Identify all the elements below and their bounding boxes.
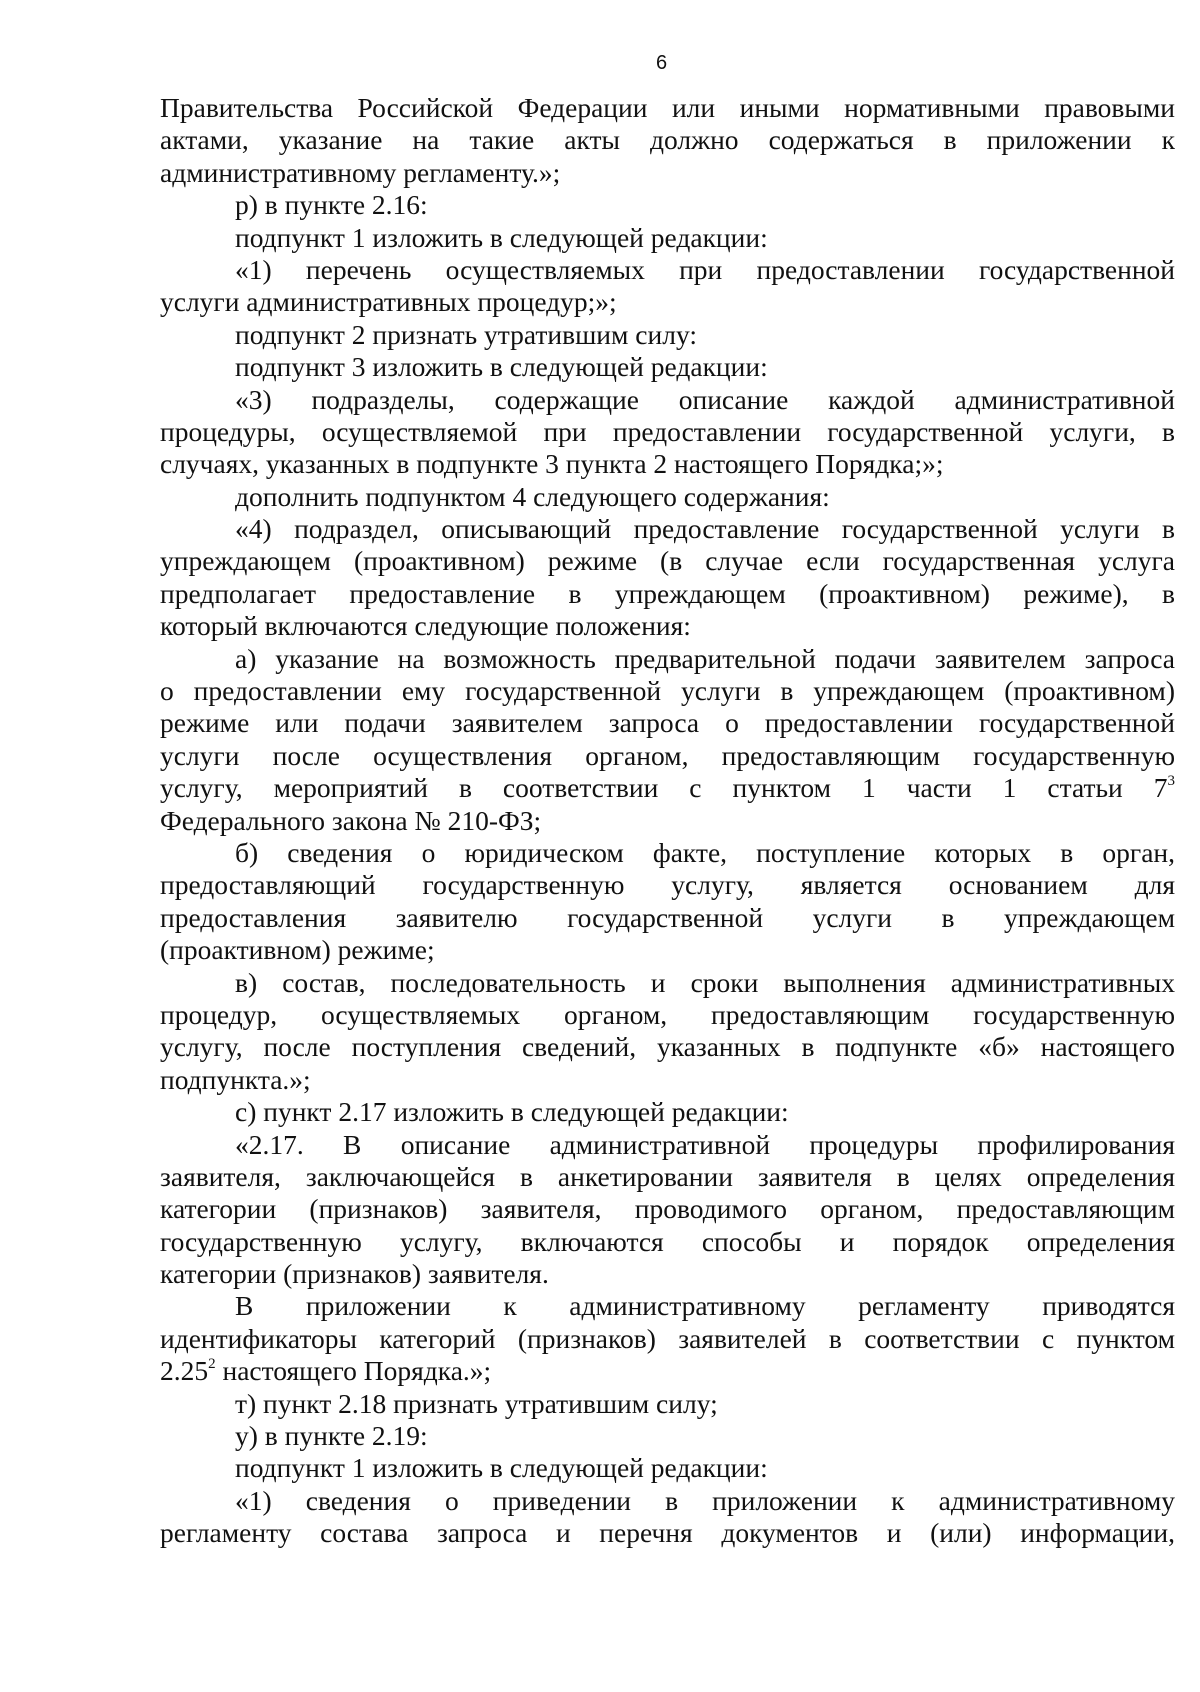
line-text: 2.25: [160, 1355, 209, 1387]
line-text: услугу, мероприятий в соответствии с пунктом 1 части 1 статьи 7: [160, 772, 1168, 804]
line-text: услуги после осуществления органом, предоставляющим государственную: [160, 739, 1175, 771]
line-text: а) указание на возможность предварительной подачи заявителем запроса: [235, 642, 1175, 674]
text-line: [160, 1064, 1175, 1096]
text-line: [160, 1258, 1175, 1290]
text-line: [160, 1096, 1175, 1128]
text-line: [160, 254, 1175, 286]
text-line: [160, 189, 1175, 221]
line-text: регламенту состава запроса и перечня документов и (или) информации,: [160, 1517, 1175, 1549]
text-line: [160, 448, 1175, 480]
line-text: в) состав, последовательность и сроки выполнения административных: [235, 966, 1175, 998]
line-text: упреждающем (проактивном) режиме (в случае если государственная услуга: [160, 545, 1175, 577]
text-line: [160, 869, 1175, 901]
line-text: у) в пункте 2.19:: [235, 1420, 428, 1452]
line-text: Правительства Российской Федерации или иными нормативными правовыми: [160, 92, 1175, 123]
text-line: [160, 513, 1175, 545]
line-text: услуги административных процедур;»;: [160, 286, 617, 318]
text-line: [160, 92, 1175, 124]
text-line: [160, 1517, 1175, 1549]
line-text: режиме или подачи заявителем запроса о предоставлении государственной: [160, 707, 1175, 739]
line-text-after: настоящего Порядка.»;: [215, 1355, 492, 1387]
text-line: [160, 1452, 1175, 1484]
line-text: о предоставлении ему государственной услуги в упреждающем (проактивном): [160, 675, 1175, 707]
text-line: [160, 416, 1175, 448]
text-line: [160, 805, 1175, 837]
superscript: 2: [208, 1356, 216, 1373]
line-text: предоставления заявителю государственной услуги в упреждающем: [160, 901, 1175, 933]
line-text: подпункта.»;: [160, 1063, 311, 1095]
text-line: [160, 578, 1175, 610]
line-text: случаях, указанных в подпункте 3 пункта 2 настоящего Порядка;»;: [160, 448, 944, 480]
text-line: [160, 675, 1175, 707]
line-text: «2.17. В описание административной процедуры профилирования: [235, 1128, 1175, 1160]
text-line: [160, 1193, 1175, 1225]
line-text: категории (признаков) заявителя, проводимого органом, предоставляющим: [160, 1193, 1175, 1225]
line-text: б) сведения о юридическом факте, поступление которых в орган,: [235, 836, 1175, 868]
text-line: [160, 1485, 1175, 1517]
line-text: подпункт 3 изложить в следующей редакции:: [235, 351, 768, 383]
text-line: [160, 222, 1175, 254]
text-line: [160, 643, 1175, 675]
text-line: [160, 837, 1175, 869]
text-line: [160, 1226, 1175, 1258]
line-text: заявителя, заключающейся в анкетировании заявителя в целях определения: [160, 1160, 1175, 1192]
line-text: актами, указание на такие акты должно содержаться в приложении к: [160, 124, 1175, 156]
text-line: [160, 319, 1175, 351]
text-line: [160, 610, 1175, 642]
document-body: [160, 92, 1175, 1550]
text-line: [160, 157, 1175, 189]
line-text: с) пункт 2.17 изложить в следующей редакции:: [235, 1096, 789, 1128]
line-text: который включаются следующие положения:: [160, 610, 691, 642]
text-line: [160, 1420, 1175, 1452]
superscript: 3: [1167, 773, 1175, 790]
text-line: [160, 1161, 1175, 1193]
line-text: подпункт 2 признать утратившим силу:: [235, 318, 697, 350]
line-text: категории (признаков) заявителя.: [160, 1258, 549, 1290]
text-line: [160, 384, 1175, 416]
line-text: предоставляющий государственную услугу, является основанием для: [160, 869, 1175, 901]
line-text: «1) перечень осуществляемых при предоставлении государственной: [235, 253, 1175, 285]
text-line: [160, 1323, 1175, 1355]
line-text: «3) подразделы, содержащие описание каждой административной: [235, 383, 1175, 415]
text-line: [160, 1388, 1175, 1420]
line-text: услугу, после поступления сведений, указанных в подпункте «б» настоящего: [160, 1031, 1175, 1063]
text-line: [160, 1031, 1175, 1063]
text-line: [160, 545, 1175, 577]
line-text: дополнить подпунктом 4 следующего содержания:: [235, 480, 830, 512]
text-line: [160, 999, 1175, 1031]
line-text: «4) подраздел, описывающий предоставление государственной услуги в: [235, 513, 1175, 545]
line-text: подпункт 1 изложить в следующей редакции:: [235, 1452, 768, 1484]
line-text: Федерального закона № 210-ФЗ;: [160, 804, 542, 836]
line-text: административному регламенту.»;: [160, 156, 561, 188]
line-text: процедуры, осуществляемой при предоставлении государственной услуги, в: [160, 415, 1175, 447]
line-text: р) в пункте 2.16:: [235, 189, 428, 221]
line-text: предполагает предоставление в упреждающем (проактивном) режиме), в: [160, 577, 1175, 609]
page-number: 6: [655, 52, 668, 74]
line-text: подпункт 1 изложить в следующей редакции:: [235, 221, 768, 253]
text-line: [160, 707, 1175, 739]
text-line: [160, 1355, 1175, 1387]
line-text: «1) сведения о приведении в приложении к административному: [235, 1484, 1175, 1516]
text-line: [160, 1129, 1175, 1161]
line-text: (проактивном) режиме;: [160, 934, 435, 966]
line-text: т) пункт 2.18 признать утратившим силу;: [235, 1387, 718, 1419]
text-line: [160, 934, 1175, 966]
line-text: идентификаторы категорий (признаков) заявителей в соответствии с пунктом: [160, 1322, 1175, 1354]
text-line: [160, 1290, 1175, 1322]
text-line: [160, 351, 1175, 383]
line-text: государственную услугу, включаются способы и порядок определения: [160, 1225, 1175, 1257]
text-line: [160, 772, 1175, 804]
text-line: [160, 902, 1175, 934]
text-line: [160, 124, 1175, 156]
line-text: В приложении к административному регламенту приводятся: [235, 1290, 1175, 1322]
line-text: процедур, осуществляемых органом, предоставляющим государственную: [160, 998, 1175, 1030]
text-line: [160, 286, 1175, 318]
text-line: [160, 481, 1175, 513]
text-line: [160, 967, 1175, 999]
text-line: [160, 740, 1175, 772]
